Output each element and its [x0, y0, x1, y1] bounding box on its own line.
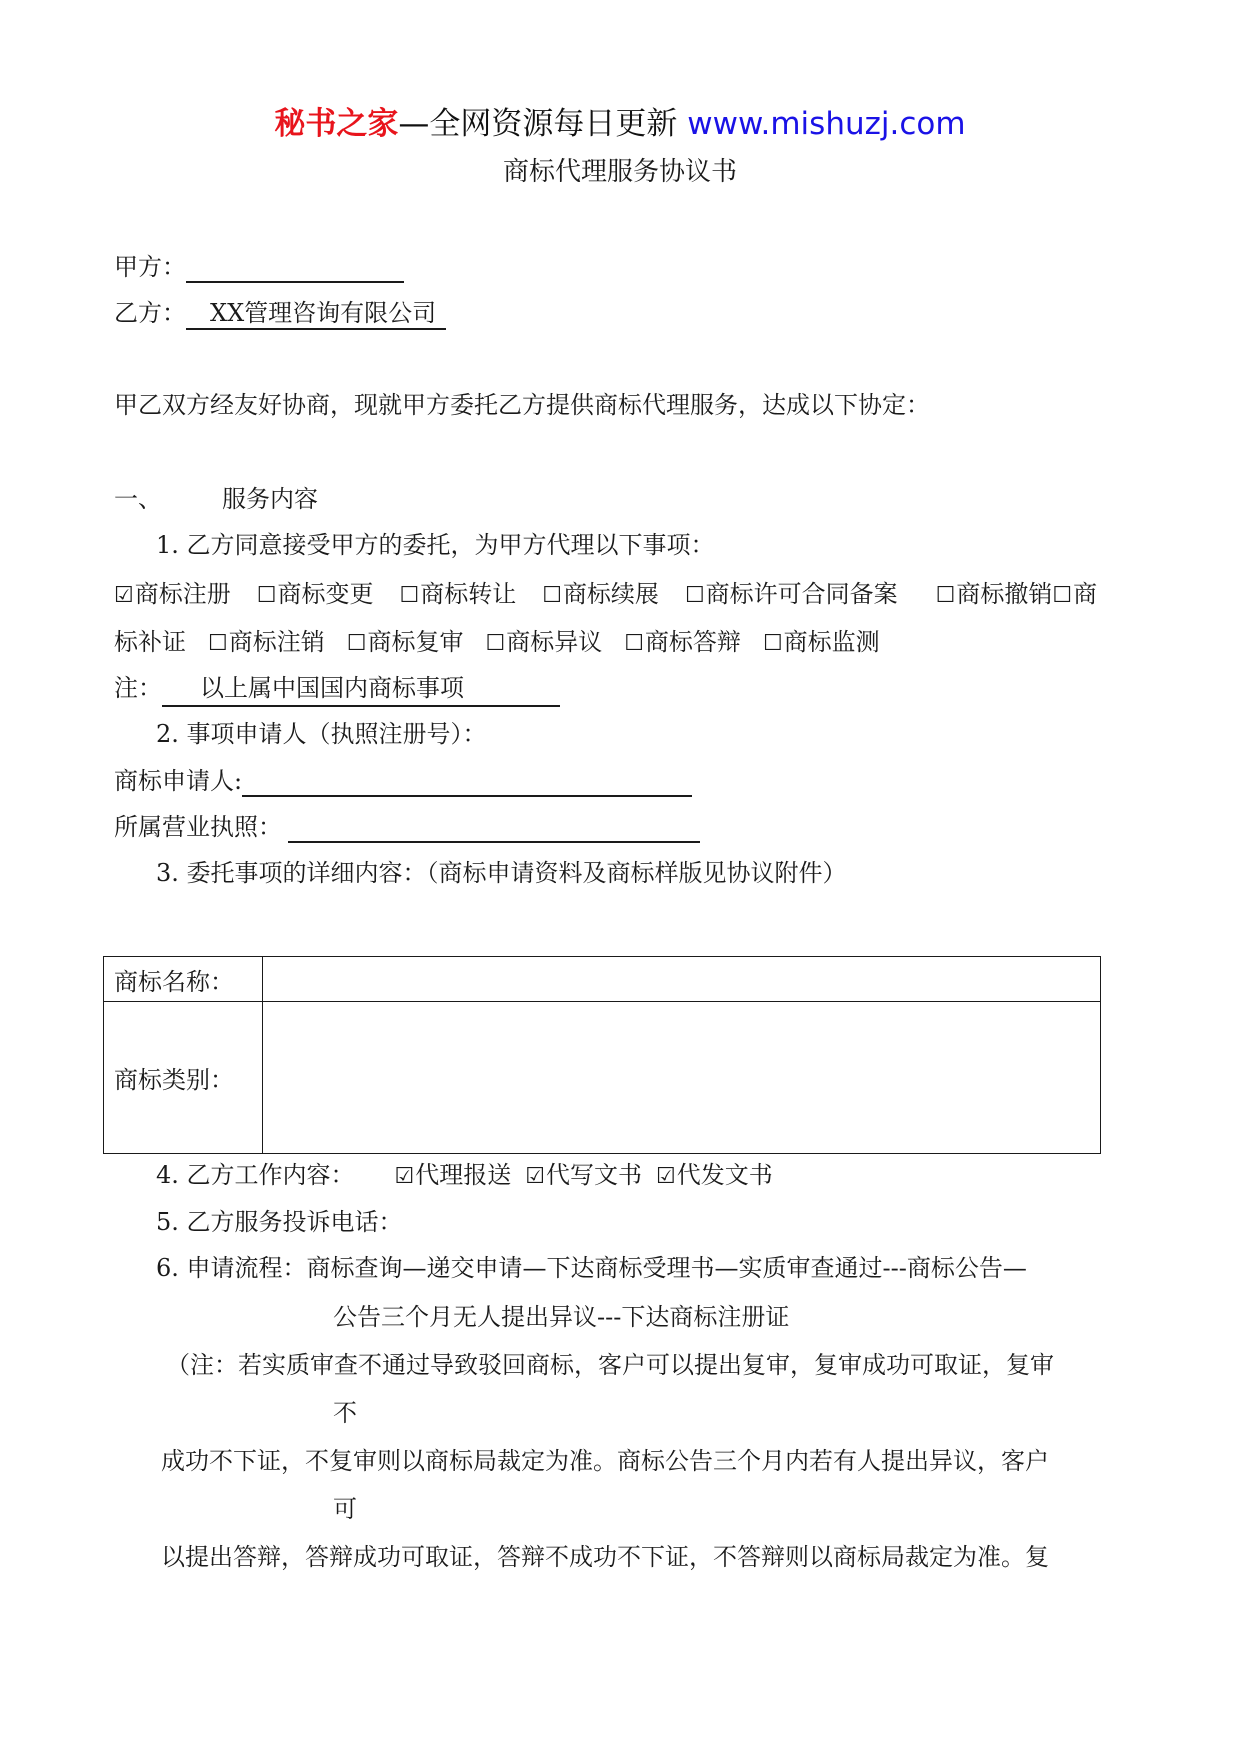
service-option[interactable]: ☐商标注销	[208, 628, 325, 656]
checkbox-icon: ☐	[624, 631, 644, 656]
checkbox-icon: ☐	[399, 583, 420, 608]
item-1: 1. 乙方同意接受甲方的委托，为甲方代理以下事项：	[156, 531, 715, 559]
service-option[interactable]: ☐商标监测	[763, 628, 880, 656]
checkbox-icon: ☐	[542, 583, 562, 608]
table-row	[104, 1002, 1101, 1154]
service-option[interactable]: ☐商标答辩	[624, 628, 741, 656]
work-option[interactable]: ☑代写文书	[525, 1161, 642, 1189]
item-3: 3. 委托事项的详细内容：（商标申请资料及商标样版见协议附件）	[156, 859, 847, 887]
services-row-2	[114, 626, 880, 660]
footnote-line-2-wrap: 可	[333, 1495, 357, 1523]
trademark-name-label: 商标名称：	[104, 957, 263, 1002]
banner-brand: 秘书之家	[274, 106, 399, 142]
service-option[interactable]: ☐商标异议	[485, 628, 602, 656]
checked-box-icon: ☑	[394, 1164, 415, 1189]
checkbox-icon: ☐	[485, 631, 506, 656]
service-option[interactable]: ☐商标复审	[347, 628, 464, 656]
trademark-name-cell[interactable]	[263, 957, 1101, 1002]
party-b-label: 乙方：	[114, 299, 186, 327]
section-1-title: 服务内容	[222, 485, 318, 513]
license-line	[114, 811, 700, 843]
item-2: 2. 事项申请人（执照注册号）：	[156, 720, 487, 748]
applicant-label: 商标申请人:	[114, 767, 243, 795]
services-row-2-lead: 标补证	[114, 628, 186, 656]
service-option[interactable]: ☐商标撤销	[936, 580, 1053, 608]
party-a-label: 甲方：	[114, 253, 186, 281]
checkbox-icon: ☐	[346, 631, 367, 656]
checkbox-icon: ☐	[1052, 583, 1073, 608]
service-option[interactable]: ☐商标变更	[257, 580, 374, 608]
party-b-line	[114, 297, 446, 329]
trademark-class-cell[interactable]	[263, 1002, 1101, 1154]
banner-url-link[interactable]: www.mishuzj.com	[687, 106, 966, 142]
license-blank[interactable]	[288, 813, 700, 843]
party-a-blank[interactable]	[186, 253, 404, 283]
service-option[interactable]: ☐商标许可合同备案	[685, 580, 898, 608]
party-a-line	[114, 251, 404, 283]
item-4	[156, 1159, 773, 1193]
work-option[interactable]: ☑代发文书	[656, 1161, 773, 1189]
intro-paragraph: 甲乙双方经友好协商，现就甲方委托乙方提供商标代理服务，达成以下协定：	[114, 391, 930, 419]
footnote-line-2: 成功不下证，不复审则以商标局裁定为准。商标公告三个月内若有人提出异议，客户	[161, 1447, 1049, 1475]
item-5: 5. 乙方服务投诉电话：	[156, 1208, 403, 1236]
checked-box-icon: ☑	[114, 583, 134, 608]
note-label: 注：	[114, 674, 162, 702]
item-4-label: 4. 乙方工作内容：	[156, 1161, 355, 1189]
footnote-line-1-wrap: 不	[333, 1399, 357, 1427]
applicant-line	[114, 765, 692, 797]
checkbox-icon: ☐	[256, 583, 277, 608]
service-option[interactable]: ☐商标转让	[399, 580, 516, 608]
section-1-heading	[114, 483, 318, 515]
service-option[interactable]: ☑商标注册	[114, 580, 231, 608]
section-1-number: 一、	[114, 485, 162, 513]
checkbox-icon: ☐	[762, 631, 783, 656]
services-row-1	[114, 578, 1097, 612]
service-option[interactable]: ☐商	[1052, 580, 1097, 608]
checkbox-icon: ☐	[684, 583, 705, 608]
work-option[interactable]: ☑代理报送	[395, 1161, 512, 1189]
checkbox-icon: ☐	[208, 631, 228, 656]
site-banner	[0, 104, 1240, 144]
trademark-class-label: 商标类别：	[104, 1002, 263, 1154]
document-title: 商标代理服务协议书	[502, 157, 737, 187]
item-6-line-1: 6. 申请流程：商标查询—递交申请—下达商标受理书—实质审查通过---商标公告—	[156, 1254, 1027, 1282]
note-line	[114, 672, 560, 707]
checked-box-icon: ☑	[525, 1164, 545, 1189]
footnote-line-3: 以提出答辩，答辩成功可取证，答辩不成功不下证，不答辩则以商标局裁定为准。复	[161, 1543, 1049, 1571]
banner-slogan: —全网资源每日更新	[398, 106, 678, 142]
party-b-name: XX管理咨询有限公司	[186, 299, 446, 330]
note-text: 以上属中国国内商标事项	[162, 672, 560, 707]
trademark-table	[103, 956, 1101, 1154]
checkbox-icon: ☐	[935, 583, 956, 608]
applicant-blank[interactable]	[242, 767, 692, 797]
item-6-line-2: 公告三个月无人提出异议---下达商标注册证	[333, 1303, 790, 1331]
service-option[interactable]: ☐商标续展	[542, 580, 659, 608]
license-label: 所属营业执照：	[114, 813, 282, 841]
footnote-line-1: （注：若实质审查不通过导致驳回商标，客户可以提出复审，复审成功可取证，复审	[166, 1351, 1054, 1379]
checked-box-icon: ☑	[656, 1164, 676, 1189]
table-row	[104, 957, 1101, 1002]
